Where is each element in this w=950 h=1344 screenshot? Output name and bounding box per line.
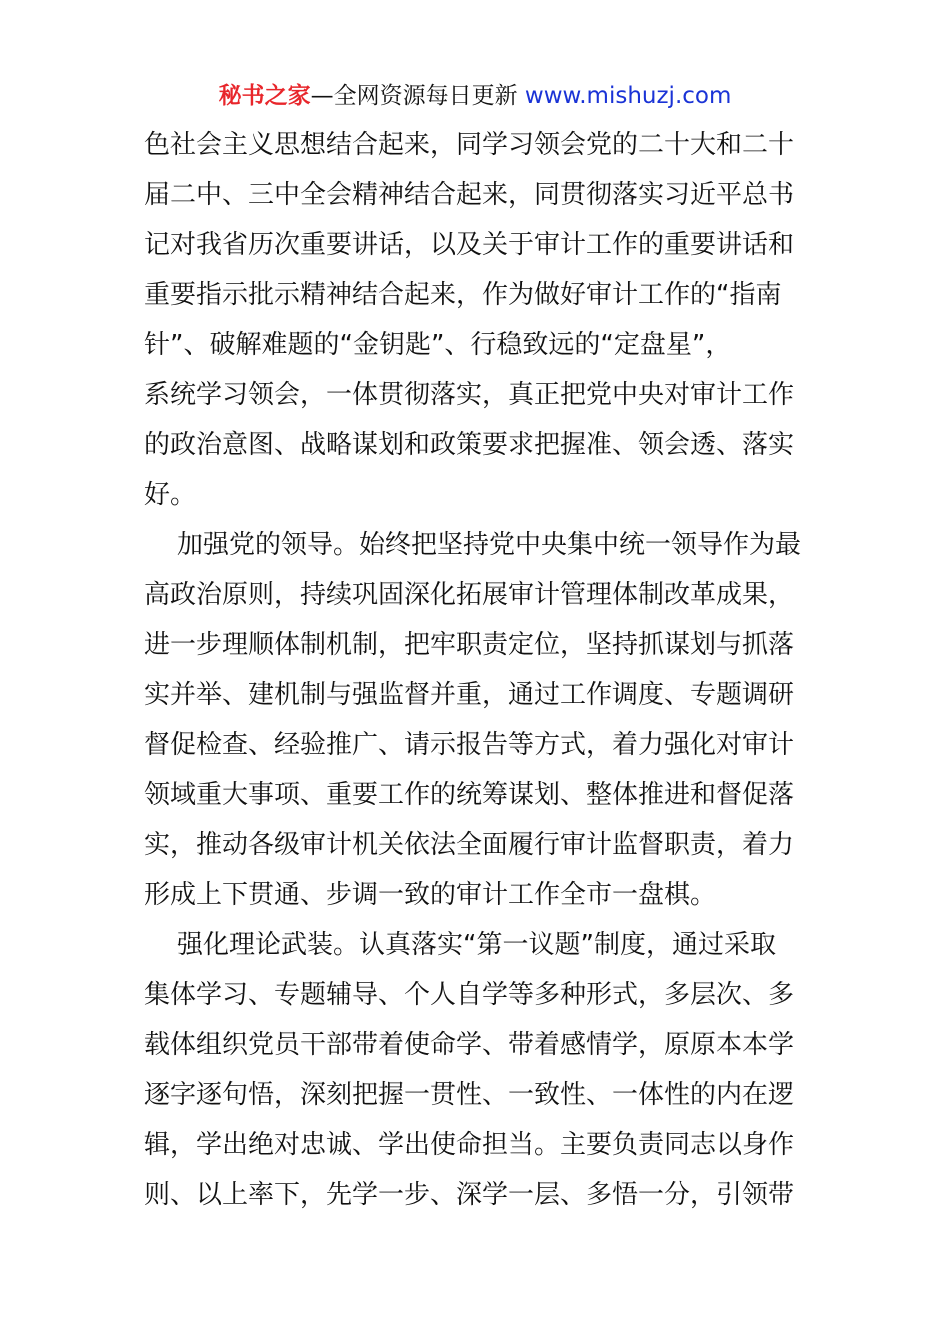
text-line: 督促检查、经验推广、请示报告等方式，着力强化对审计 xyxy=(144,730,795,760)
site-url[interactable]: www.mishuzj.com xyxy=(524,83,732,109)
text-line: 进一步理顺体制机制，把牢职责定位，坚持抓谋划与抓落 xyxy=(144,630,795,660)
text-line: 辑，学出绝对忠诚、学出使命担当。主要负责同志以身作 xyxy=(144,1130,795,1160)
text-line: 记对我省历次重要讲话，以及关于审计工作的重要讲话和 xyxy=(144,230,795,260)
text-line: 届二中、三中全会精神结合起来，同贯彻落实习近平总书 xyxy=(144,180,795,210)
text-line: 实，推动各级审计机关依法全面履行审计监督职责，着力 xyxy=(144,830,795,860)
text-line: 的政治意图、战略谋划和政策要求把握准、领会透、落实 xyxy=(144,430,795,460)
text-line: 实并举、建机制与强监督并重，通过工作调度、专题调研 xyxy=(144,680,795,710)
paragraph-start-line: 强化理论武装。认真落实“第一议题”制度，通过采取 xyxy=(177,930,776,960)
paragraph-start-line: 加强党的领导。始终把坚持党中央集中统一领导作为最 xyxy=(177,530,802,560)
text-line: 高政治原则，持续巩固深化拓展审计管理体制改革成果， xyxy=(144,580,795,610)
text-line: 逐字逐句悟，深刻把握一贯性、一致性、一体性的内在逻 xyxy=(144,1080,795,1110)
text-line: 针”、破解难题的“金钥匙”、行稳致远的“定盘星”， xyxy=(144,330,732,360)
text-line: 领域重大事项、重要工作的统筹谋划、整体推进和督促落 xyxy=(144,780,795,810)
text-line: 系统学习领会，一体贯彻落实，真正把党中央对审计工作 xyxy=(144,380,795,410)
brand-name: 秘书之家 xyxy=(218,83,311,109)
text-line: 集体学习、专题辅导、个人自学等多种形式，多层次、多 xyxy=(144,980,795,1010)
header-tagline: —全网资源每日更新 xyxy=(310,83,525,109)
text-line: 重要指示批示精神结合起来，作为做好审计工作的“指南 xyxy=(144,280,782,310)
document-body xyxy=(144,120,812,1220)
text-line: 载体组织党员干部带着使命学、带着感情学，原原本本学 xyxy=(144,1030,795,1060)
text-line: 好。 xyxy=(144,480,197,510)
text-line: 形成上下贯通、步调一致的审计工作全市一盘棋。 xyxy=(144,880,717,910)
text-line: 色社会主义思想结合起来，同学习领会党的二十大和二十 xyxy=(144,130,795,160)
page-header xyxy=(0,80,950,112)
text-line: 则、以上率下，先学一步、深学一层、多悟一分，引领带 xyxy=(144,1180,795,1210)
